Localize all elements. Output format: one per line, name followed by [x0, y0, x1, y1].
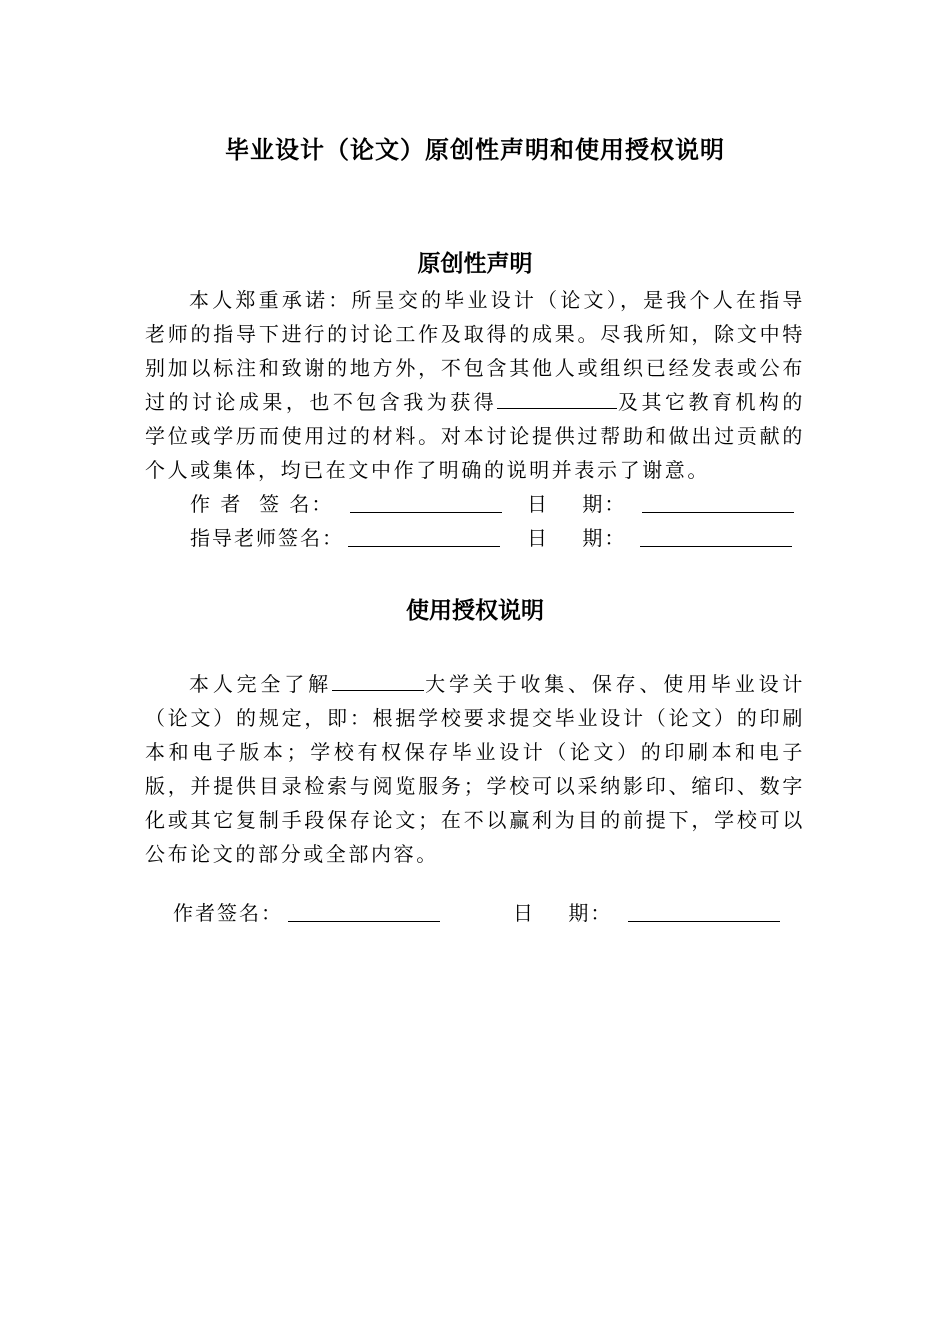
degree-blank-line: [497, 388, 617, 409]
authorization-text-part2: 大学关于收集、保存、使用毕业设计（论文）的规定，即：根据学校要求提交毕业设计（论文）的印刷本和电子版本；学校有权保存毕业设计（论文）的印刷本和电子版，并提供目录检索与阅览服务；学校可以采纳影印、缩印、数字化或其它复制手段保存论文；在不以赢利为目的前提下，学校可以公布论文的部分或全部内容。: [145, 672, 805, 866]
authorization-heading: 使用授权说明: [406, 598, 544, 624]
author-signature-label: 作 者 签 名：: [190, 492, 334, 516]
final-author-signature-label: 作者签名：: [173, 901, 283, 925]
final-date-line: [628, 921, 780, 922]
originality-text-part2: 及其它教育机构的学位或学历而使用过的材料。对本讨论提供过帮助和做出过贡献的个人或集体，均已在文中作了明确的说明并表示了谢意。: [145, 390, 805, 482]
author-signature-line: [350, 512, 502, 513]
author-date-line: [642, 512, 794, 513]
author-signature-row: [190, 487, 810, 521]
authorization-statement: [145, 667, 805, 871]
advisor-signature-row: [190, 521, 810, 555]
originality-statement: [145, 283, 805, 487]
final-author-signature-line: [288, 921, 440, 922]
authorization-text-part1: 本人完全了解: [189, 672, 332, 696]
university-blank-line: [332, 670, 424, 691]
advisor-date-label: 日 期：: [527, 526, 627, 550]
final-date-label: 日 期：: [513, 901, 613, 925]
advisor-signature-line: [348, 546, 500, 547]
advisor-date-line: [640, 546, 792, 547]
advisor-signature-label: 指导老师签名：: [190, 526, 344, 550]
author-date-label: 日 期：: [527, 492, 627, 516]
originality-heading: 原创性声明: [417, 251, 533, 277]
document-title: 毕业设计（论文）原创性声明和使用授权说明: [225, 136, 725, 164]
final-author-signature-row: [173, 896, 793, 930]
originality-text-part1: 本人郑重承诺：所呈交的毕业设计（论文），是我个人在指导老师的指导下进行的讨论工作及取得的成果。尽我所知，除文中特别加以标注和致谢的地方外，不包含其他人或组织已经发表或公布过的讨论成果，也不包含我为获得: [145, 288, 805, 414]
